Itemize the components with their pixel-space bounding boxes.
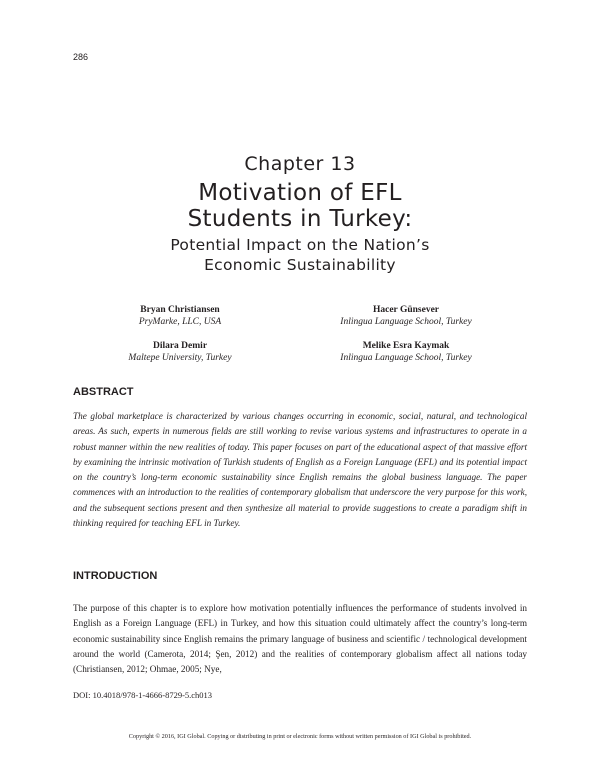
subtitle-line: Economic Sustainability (204, 256, 396, 274)
copyright-notice: Copyright © 2016, IGI Global. Copying or distributing in print or electronic forms without written permission of IGI Global is prohibited. (128, 733, 472, 740)
author-block (70, 340, 290, 364)
chapter-title (0, 180, 600, 232)
introduction-heading: INTRODUCTION (73, 570, 158, 582)
doi: DOI: 10.4018/978-1-4666-8729-5.ch013 (73, 690, 213, 700)
author-affiliation: Maltepe University, Turkey (128, 353, 232, 363)
author-name: Bryan Christiansen (140, 305, 220, 315)
author-name: Hacer Günsever (372, 305, 440, 315)
abstract-heading: ABSTRACT (73, 386, 134, 398)
chapter-label: Chapter 13 (244, 153, 356, 175)
author-block (70, 304, 290, 328)
author-block (296, 304, 516, 328)
author-affiliation: Inlingua Language School, Turkey (340, 317, 472, 327)
author-block (296, 340, 516, 364)
author-affiliation: Inlingua Language School, Turkey (340, 353, 472, 363)
abstract-text: The global marketplace is characterized by various changes occurring in economic, social, natural, and technological areas. As such, experts in numerous fields are still working to revise various systems and infrastructures to operate in a robust manner within the new realities of today. This paper focuses on part of the educational aspect of that massive effort by examining the intrinsic motivation of Turkish students of English as a Foreign Language (EFL) and its potential impact on the country’s long-term economic sustainability since English remains the global business language. The paper commences with an introduction to the realities of contemporary globalism that underscore the very purpose for this work, and the subsequent sections present and then synthesize all material to provide suggestions to create a paradigm shift in thinking required for teaching EFL in Turkey. (73, 411, 527, 529)
author-name: Dilara Demir (152, 341, 208, 351)
chapter-subtitle (0, 235, 600, 275)
title-line: Motivation of EFL (198, 180, 402, 206)
subtitle-line: Potential Impact on the Nation’s (170, 236, 430, 254)
author-affiliation: PryMarke, LLC, USA (138, 317, 222, 327)
author-name: Melike Esra Kaymak (362, 341, 450, 351)
page-number: 286 (73, 52, 89, 62)
introduction-text: The purpose of this chapter is to explore how motivation potentially influences the performance of students involved in English as a Foreign Language (EFL) in Turkey, and how this situation could ultimately affect the country’s long-term economic sustainability since English remains the primary language of business and scientific / technological development around the world (Camerota, 2014; Şen, 2012) and the realities of contemporary globalism affect all nations today (Christiansen, 2012; Ohmae, 2005; Nye, (73, 603, 527, 675)
title-line: Students in Turkey: (187, 206, 413, 232)
